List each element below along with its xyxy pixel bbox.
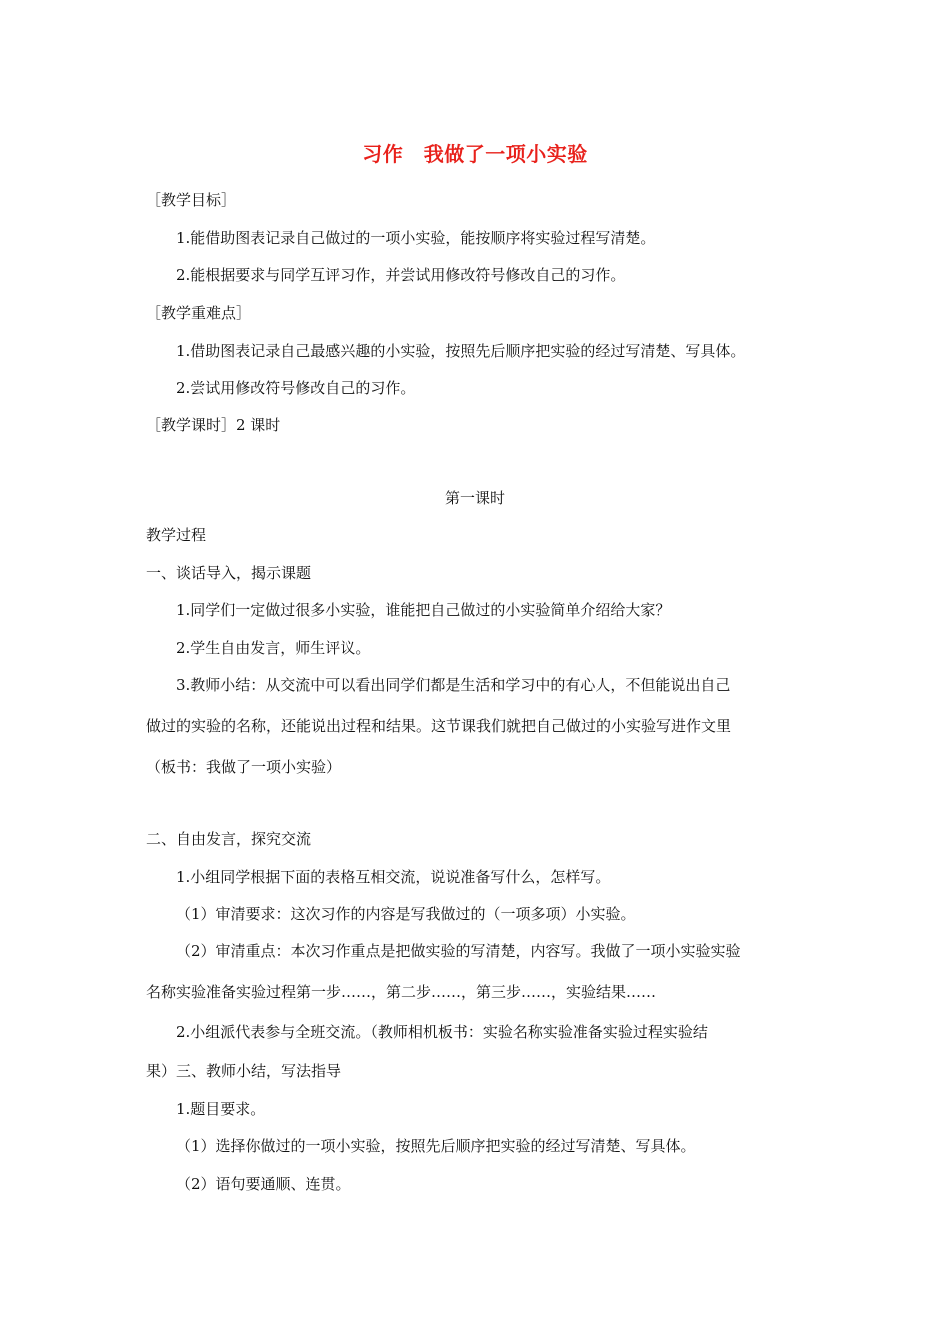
section-2-paragraph-4-line-2: 果）三、教师小结，写法指导	[146, 1062, 342, 1080]
section-2-paragraph-3-line-1: （2）审清重点：本次习作重点是把做实验的写清楚，内容写。我做了一项小实验实验	[176, 942, 741, 960]
section-3-paragraph-1: 1.题目要求。	[176, 1100, 266, 1118]
section-2-paragraph-4-line-1: 2.小组派代表参与全班交流。（教师相机板书：实验名称实验准备实验过程实验结	[176, 1023, 708, 1041]
section-1-paragraph-2: 2.学生自由发言，师生评议。	[176, 639, 371, 657]
key-point-item-2: 2.尝试用修改符号修改自己的习作。	[176, 379, 416, 397]
process-heading: 教学过程	[146, 526, 207, 544]
objective-item-2: 2.能根据要求与同学互评习作，并尝试用修改符号修改自己的习作。	[176, 266, 626, 284]
section-2-paragraph-1: 1.小组同学根据下面的表格互相交流，说说准备写什么，怎样写。	[176, 868, 611, 886]
section-3-paragraph-2: （1）选择你做过的一项小实验，按照先后顺序把实验的经过写清楚、写具体。	[176, 1137, 696, 1155]
key-points-heading: ［教学重难点］	[146, 304, 252, 322]
section-2-paragraph-2: （1）审清要求：这次习作的内容是写我做过的（一项多项）小实验。	[176, 905, 636, 923]
section-1-paragraph-1: 1.同学们一定做过很多小实验，谁能把自己做过的小实验简单介绍给大家？	[176, 601, 671, 619]
section-1-paragraph-3-line-3: （板书：我做了一项小实验）	[146, 758, 342, 776]
section-1-heading: 一、谈话导入，揭示课题	[146, 564, 312, 582]
section-3-paragraph-3: （2）语句要通顺、连贯。	[176, 1175, 351, 1193]
teaching-hours: ［教学课时］2 课时	[146, 416, 281, 434]
section-2-heading: 二、自由发言，探究交流	[146, 830, 312, 848]
lesson-title: 第一课时	[444, 489, 505, 507]
section-2-paragraph-3-line-2: 名称实验准备实验过程第一步……，第二步……，第三步……，实验结果……	[146, 983, 657, 1001]
objectives-heading: ［教学目标］	[146, 191, 237, 209]
document-title: 习作 我做了一项小实验	[362, 142, 588, 166]
key-point-item-1: 1.借助图表记录自己最感兴趣的小实验，按照先后顺序把实验的经过写清楚、写具体。	[176, 342, 746, 360]
objective-item-1: 1.能借助图表记录自己做过的一项小实验，能按顺序将实验过程写清楚。	[176, 229, 656, 247]
section-1-paragraph-3-line-2: 做过的实验的名称，还能说出过程和结果。这节课我们就把自己做过的小实验写进作文里	[146, 717, 732, 735]
section-1-paragraph-3-line-1: 3.教师小结：从交流中可以看出同学们都是生活和学习中的有心人，不但能说出自己	[176, 676, 731, 694]
